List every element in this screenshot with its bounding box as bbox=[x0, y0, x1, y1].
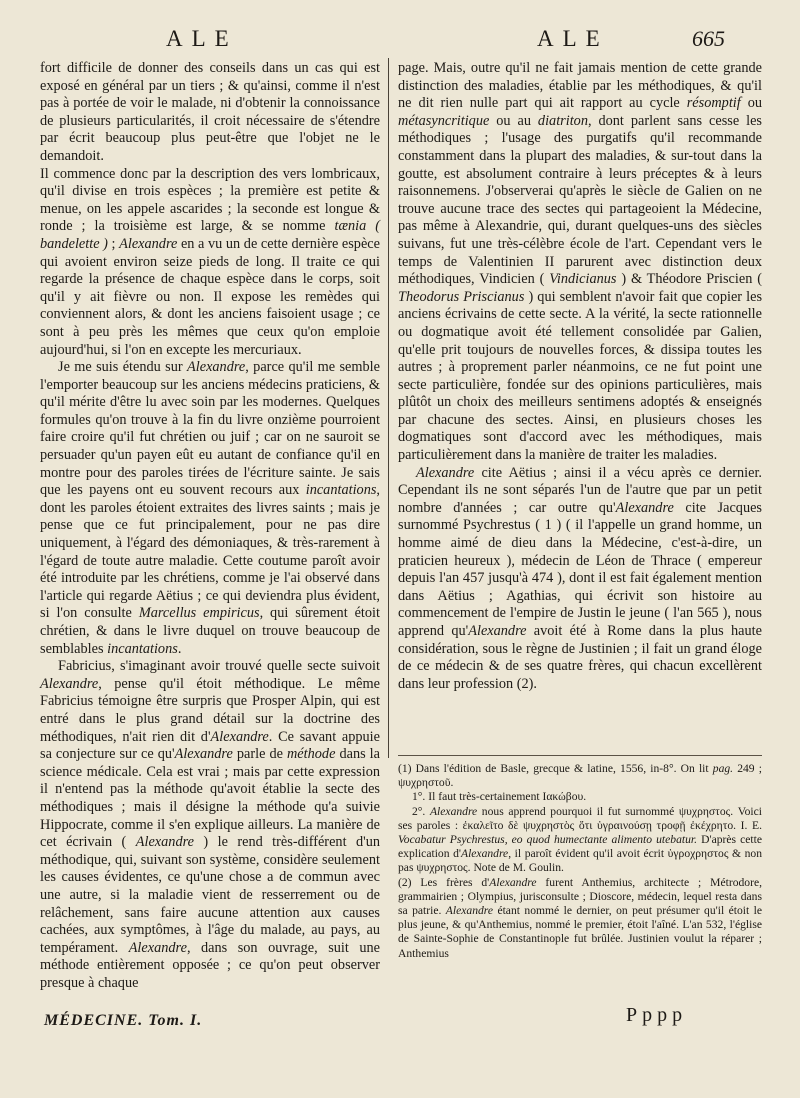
footnotes bbox=[398, 762, 762, 961]
footnote-1-point-2: 2°. Alexandre nous apprend pourquoi il fut surnommé ψυχρηστος. Voici ses paroles : ἐκαλεῖτο δὲ ψυχρηστὸς ὅτι ὑγραινούσῃ τροφῇ ἐκέχρητο. I. E. Vocabatur Psychrestus, eo quod humectante alimento utebatur. D'après cette explication d'Alexandre, il paroît évident qu'il avoit écrit ὑγροχρηστος & non pas ψυχρηστος. Note de M. Goulin. bbox=[398, 804, 763, 875]
page-number: 665 bbox=[692, 26, 725, 51]
footnote-rule bbox=[398, 755, 762, 756]
volume-signature: MÉDECINE. Tom. I. bbox=[44, 1012, 203, 1029]
left-paragraph-3: Je me suis étendu sur Alexandre, parce qu'il me semble l'emporter beaucoup sur les anciens médecins praticiens, & qu'il mérite d'être lu avec soin par les modernes. Quelques formules qu'on trouve à la fin du livre onzième pourroient faire croire qu'il fut chrétien ou juif ; car on ne sauroit se persuader qu'un payen eût eu autant de confiance qu'il en montre pour des paroles tirées de l'écriture sainte. Je sais que les payens ont eu souvent recours aux incantations, dont les paroles étoient extraites des livres saints ; mais je pense que ce fut principalement, pour ne pas dire uniquement, à l'égard des démoniaques, & très-rarement à l'égard de toute autre maladie. Cette coutume paroît avoir été introduite par les chrétiens, comme je l'ai observé dans l'article qui regarde Aëtius ; ce qui deviendra plus évident, si l'on consulte Marcellus empiricus, qui sûrement étoit chrétien, & dans le livre duquel on trouve beaucoup de semblables incantations. bbox=[40, 359, 380, 657]
right-paragraph-2: Alexandre cite Aëtius ; ainsi il a vécu après ce dernier. Cependant ils ne sont séparés l'un de l'autre que par un petit nombre d'années ; car outre qu'Alexandre cite Jacques surnommé Psychrestus ( 1 ) ( il l'appelle un grand homme, un homme aimé de dieu dans la Médecine, c'est-à-dire, un praticien heureux ), médecin de Léon de Thrace ( empereur depuis l'an 457 jusqu'à 474 ), dont il est fait également mention dans Aëtius ; Agathias, qui écrivit son histoire au commencement de l'empire de Justin le jeune ( l'an 565 ), nous apprend qu'Alexandre avoit été à Rome dans la plus haute considération, sous le règne de Justinien ; il fait un grand éloge de ce médecin & de ses quatre frères, qui chacun excellèrent dans leur profession (2). bbox=[398, 464, 762, 692]
left-paragraph-4: Fabricius, s'imaginant avoir trouvé quelle secte suivoit Alexandre, pense qu'il étoit méthodique. Le même Fabricius témoigne être surpris que Prosper Alpin, qui est entré dans le plus grand détail sur la doctrine des méthodiques, n'ait rien dit d'Alexandre. Ce savant appuie sa conjecture sur ce qu'Alexandre parle de méthode dans la science médicale. Cela est vrai ; mais par cette expression il n'entend pas la méthode qu'avoit établie la secte des méthodiques ; mais il désigne la méthode qu'a suivie Hippocrate, comme il s'en explique ailleurs. La manière de cet écrivain ( Alexandre ) le rend très-différent d'un méthodique, qui, suivant son système, considère seulement les causes évidentes, ce qu'une chose a de commun avec une autre, si la maladie vient de resserrement ou de relâchement, sans faire aucune attention aux causes cachées, aux symptômes, à l'âge du malade, au pays, au tempérament. Alexandre, dans son ouvrage, suit une méthode entièrement opposée ; ce qu'on peut observer presque à chaque bbox=[40, 658, 381, 991]
left-paragraph-1: fort difficile de donner des conseils dans un cas qui est exposé en général par un tiers ; & qu'ainsi, comme il n'est pas à portée de voir le malade, ni d'obtenir la connoissance de plusieurs particularités, il croit nécessaire de s'étendre par écrit beaucoup plus peut-être que l'objet ne le demandoit. bbox=[40, 60, 380, 164]
right-paragraph-1: page. Mais, outre qu'il ne fait jamais mention de cette grande distinction des maladies, établie par les méthodiques, & qu'il ne dit rien nulle part qui ait rapport au cycle résomptif ou métasyncritique ou au diatriton, dont parlent sans cesse les méthodiques ; l'usage des purgatifs qu'il recommande constamment dans la plupart des maladies, & sur-tout dans la goutte, est absolument contraire à leurs préceptes & à leurs raisonnemens. J'observerai qu'après le siècle de Galien on ne trouve aucune trace des sectes qui partageoient la Médecine, pas même à Alexandrie, qui, durant quelques-uns des siècles suivans, fut une très-célèbre école de l'art. Cependant vers le temps de Valentinien II parurent avec distinction deux méthodiques, Vindicien ( Vindicianus ) & Théodore Priscien ( Theodorus Priscianus ) qui semblent n'avoir fait que copier les anciens écrivains de cette secte. A la vérité, la secte rationnelle ou dogmatique avoit été tellement consolidée par Galien, qu'elle prit toujours de nouvelles forces, & dissipa toutes les autres ; à proprement parler néanmoins, ce ne fut point une secte particulière, fondée sur des opinions particulières, mais plûtôt un choix des meilleurs sentimens adoptés & enseignés par chacune des sectes. Ainsi, en plusieurs choses les dogmatiques sont d'accord avec les méthodiques, mais particulièrement dans la manière de traiter les maladies. bbox=[398, 60, 763, 464]
sheet-signature: Pppp bbox=[626, 1004, 688, 1026]
right-column bbox=[398, 60, 762, 693]
column-divider bbox=[388, 58, 389, 758]
running-head-left: ALE bbox=[166, 26, 238, 51]
footnote-1-point-1: 1°. Il faut très-certainement Ιακώβου. bbox=[412, 790, 587, 804]
left-paragraph-2: Il commence donc par la description des vers lombricaux, qu'il divise en trois espèces ; la première est petite & menue, on les appele ascarides ; la seconde est longue & ronde ; la troisième est large, & se nomme tænia ( bandelette ) ; Alexandre en a vu un de cette dernière espèce qui avoient environ seize pieds de long. Il traite ce qui regarde la présence de chaque espèce dans le corps, soit qu'il y ait fièvre ou non. Il expose les remèdes qui conviennent alors, & dont les anciens faisoient usage ; ce sont à peu près les mêmes que ceux qu'on emploie aujourd'hui, si l'on en excepte les mercuriaux. bbox=[40, 165, 380, 358]
footnote-1: (1) Dans l'édition de Basle, grecque & latine, 1556, in-8°. On lit pag. 249 ; ψυχρηστοῦ. bbox=[398, 762, 762, 790]
footnote-2: (2) Les frères d'Alexandre furent Anthemius, architecte ; Métrodore, grammairien ; Olympius, jurisconsulte ; Dioscore, médecin, lequel resta dans sa patrie. Alexandre étant nommé le dernier, on peut présumer qu'il étoit le plus jeune, & qu'Anthemius, nommé le premier, étoit l'aîné. L'an 532, l'église de Sainte-Sophie de Constantinople fut brûlée. Justinien voulut la réparer ; Anthemius bbox=[398, 875, 762, 960]
running-head-right: ALE bbox=[537, 26, 609, 51]
left-column bbox=[40, 60, 380, 992]
